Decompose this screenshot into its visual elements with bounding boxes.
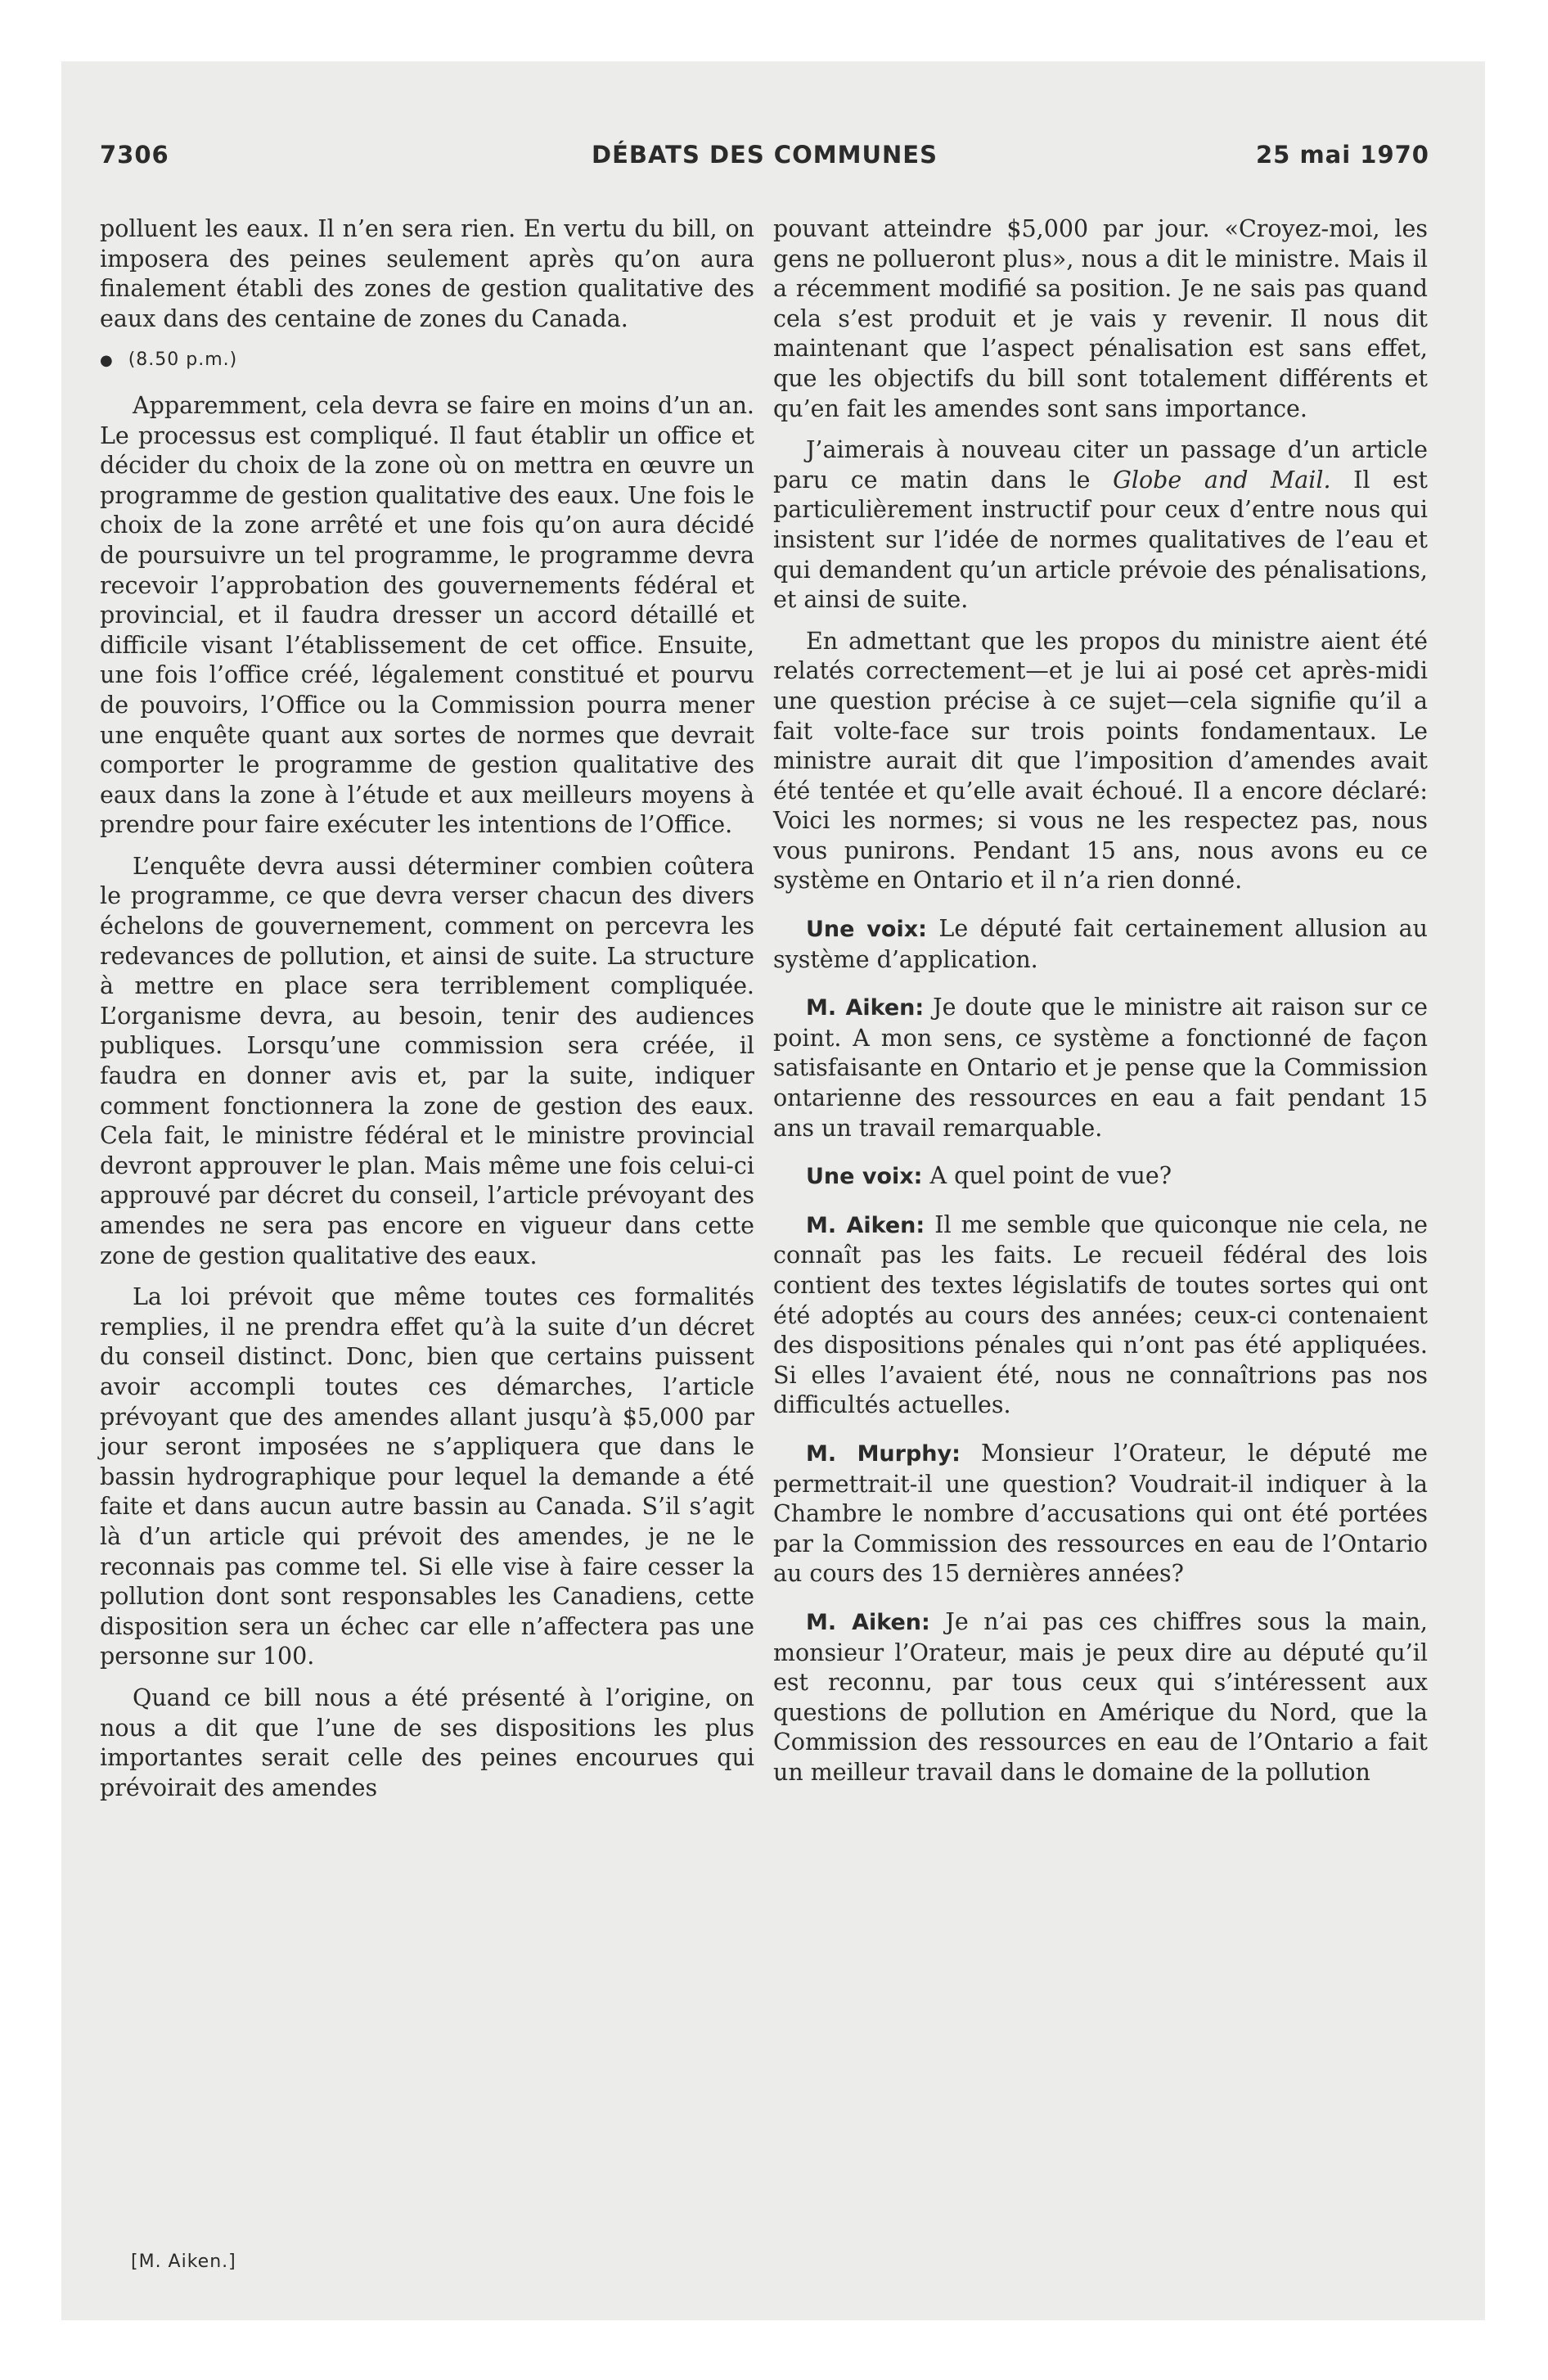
bullet-icon: ●	[100, 352, 114, 370]
paragraph: L’enquête devra aussi déterminer combien coûtera le programme, ce que devra verser chacun des divers échelons de gouvernement, comment on percevra les redevances de pollution, et ainsi de suite. La structure à mettre en place sera terriblement compliquée. L’organisme devra, au besoin, tenir des audiences publiques. Lorsqu’une commission sera créée, il faudra en donner avis et, par la suite, indiquer comment fonctionnera la zone de gestion des eaux. Cela fait, le ministre fédéral et le ministre provincial devront approuver le plan. Mais même une fois celui-ci approuvé par décret du conseil, l’article prévoyant des amendes ne sera pas encore en vigueur dans cette zone de gestion qualitative des eaux.	[100, 852, 754, 1269]
paragraph: Apparemment, cela devra se faire en moins d’un an. Le processus est compliqué. Il faut établir un office et décider du choix de la zone où on mettra en œuvre un programme de gestion qualitative des eaux. Une fois le choix de la zone arrêté et une fois qu’on aura décidé de poursuivre un tel programme, le programme devra recevoir l’approbation des gouvernements fédéral et provincial, et il faudra dresser un accord détaillé et difficile visant l’établissement de cet office. Ensuite, une fois l’office créé, légalement constitué et pourvu de pouvoirs, l’Office ou la Commission pourra mener une enquête quant aux sortes de normes que devrait comporter le programme de gestion qualitative des eaux dans la zone à l’étude et aux meilleurs moyens à prendre pour faire exécuter les intentions de l’Office.	[100, 391, 754, 839]
speech-text: Je doute que le ministre ait raison sur ce point. A mon sens, ce système a fonctionné de façon satisfaisante en Ontario et je pense que la Commission ontarienne des ressources en eau a fait pendant 15 ans un travail remarquable.	[773, 994, 1428, 1142]
speaker-name: M. Aiken:	[806, 1609, 930, 1635]
paragraph: La loi prévoit que même toutes ces formalités remplies, il ne prendra effet qu’à la suite d’un décret du conseil distinct. Donc, bien que certains puissent avoir accompli toutes ces démarches, l’article prévoyant que des amendes allant jusqu’à $5,000 par jour seront imposées ne s’appliquera que dans le bassin hydrographique pour lequel la demande a été faite et dans aucun autre bassin au Canada. S’il s’agit là d’un article qui prévoit des amendes, je ne le reconnais pas comme tel. Si elle vise à faire cesser la pollution dont sont responsables les Canadiens, cette disposition sera un échec car elle n’affectera pas une personne sur 100.	[100, 1283, 754, 1670]
speech	[773, 914, 1428, 975]
paragraph: pouvant atteindre $5,000 par jour. «Croyez-moi, les gens ne pollueront plus», nous a dit le ministre. Mais il a récemment modifié sa position. Je ne sais pas quand cela s’est produit et je vais y revenir. Il nous dit maintenant que l’aspect pénalisation est sans effet, que les objectifs du bill sont totalement différents et qu’en fait les amendes sont sans importance.	[773, 215, 1428, 422]
page-number: 7306	[100, 141, 169, 169]
speech	[773, 1161, 1428, 1192]
paragraph: En admettant que les propos du ministre aient été relatés correctement—et je lui ai posé cet après-midi une question précise à ce sujet—cela signifie qu’il a fait volte-face sur trois points fondamentaux. Le ministre aurait dit que l’imposition d’amendes avait été tentée et qu’elle avait échoué. Il a encore déclaré: Voici les normes; si vous ne les respectez pas, nous vous punirons. Pendant 15 ans, nous avons eu ce système en Ontario et il n’a rien donné.	[773, 627, 1428, 895]
right-column	[773, 214, 1428, 1800]
paragraph-text: Il est particulièrement instructif pour ceux d’entre nous qui insistent sur l’idée de normes qualitatives de l’eau et qui demandent qu’un article prévoie des pénalisations, et ainsi de suite.	[773, 466, 1429, 614]
speech	[773, 1210, 1428, 1421]
time-stamp: (8.50 p.m.)	[128, 349, 238, 371]
speaker-name: M. Aiken:	[806, 1212, 925, 1238]
speech-text: Le député fait certainement allusion au système d’application.	[773, 915, 1428, 973]
speech-text: Il me semble que quiconque nie cela, ne connaît pas les faits. Le recueil fédéral des lois contient des textes législatifs de toutes sortes qui ont été adoptés au cours des années; ceux-ci contenaient des dispositions pénales qui n’ont pas été appliquées. Si elles l’avaient été, nous ne connaîtrions pas nos difficultés actuelles.	[773, 1210, 1428, 1419]
speech	[773, 1607, 1428, 1788]
speaker-name: M. Murphy:	[806, 1440, 961, 1467]
speaker-name: M. Aiken:	[806, 995, 925, 1021]
speech-text: Je n’ai pas ces chiffres sous la main, monsieur l’Orateur, mais je peux dire au député qu’il est reconnu, par tous ceux qui s’intéressent aux questions de pollution en Amérique du Nord, que la Commission des ressources en eau de l’Ontario a fait un meilleur travail dans le domaine de la pollution	[773, 1607, 1428, 1786]
speech	[773, 1439, 1428, 1589]
paragraph	[773, 435, 1428, 615]
page-title: DÉBATS DES COMMUNES	[592, 141, 938, 169]
speaker-name: Une voix:	[806, 917, 927, 943]
speaker-reference: [M. Aiken.]	[131, 2252, 236, 2272]
page-header	[100, 141, 1429, 182]
speaker-name: Une voix:	[806, 1164, 923, 1190]
time-marker	[100, 345, 754, 376]
paragraph-text: J’aimerais à nouveau citer un passage d’un article paru ce matin dans le	[773, 436, 1428, 494]
newspaper-title: Globe and Mail.	[1113, 466, 1331, 494]
left-column	[100, 214, 754, 1814]
speech	[773, 993, 1428, 1143]
page-date: 25 mai 1970	[1256, 141, 1429, 169]
speech-text: A quel point de vue?	[922, 1162, 1172, 1190]
paragraph: polluent les eaux. Il n’en sera rien. En vertu du bill, on imposera des peines seulement après qu’on aura finalement établi des zones de gestion qualitative des eaux dans des centaine de zones du Canada.	[100, 215, 754, 332]
paragraph: Quand ce bill nous a été présenté à l’origine, on nous a dit que l’une de ses dispositions les plus importantes serait celle des peines encourues qui prévoirait des amendes	[100, 1684, 754, 1801]
speech-text: Monsieur l’Orateur, le député me permettrait-il une question? Voudrait-il indiquer à la Chambre le nombre d’accusations qui ont été portées par la Commission des ressources en eau de l’Ontario au cours des 15 dernières années?	[773, 1439, 1428, 1588]
